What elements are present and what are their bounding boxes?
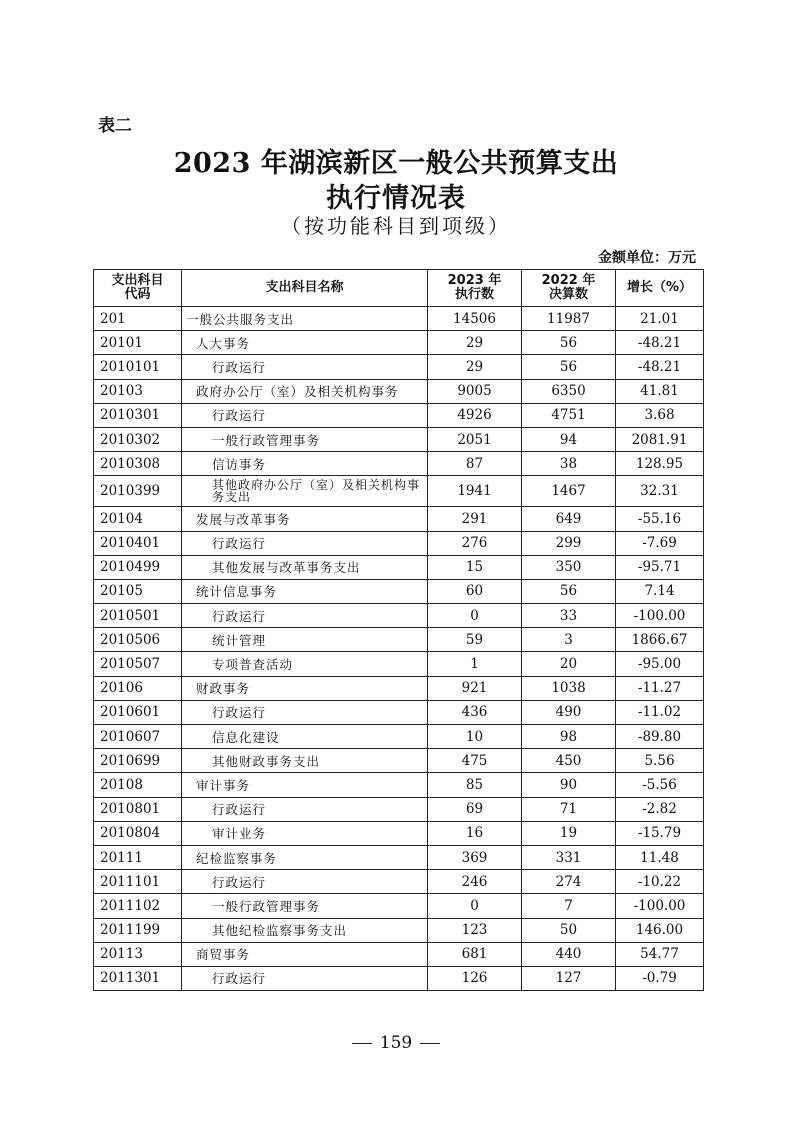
cell-name: 其他政府办公厅（室）及相关机构事务支出 — [182, 476, 428, 507]
table-row — [94, 531, 704, 555]
cell-name: 行政运行 — [182, 604, 428, 628]
header-name: 支出科目名称 — [182, 270, 428, 307]
page-title-line2: 执行情况表 — [326, 183, 466, 214]
cell-growth: -95.71 — [616, 555, 704, 579]
cell-code: 20101 — [94, 331, 182, 355]
cell-code: 20103 — [94, 379, 182, 403]
cell-growth: 3.68 — [616, 403, 704, 427]
cell-name: 审计事务 — [182, 773, 428, 797]
table-row — [94, 676, 704, 700]
cell-exec: 69 — [428, 797, 522, 821]
cell-final: 350 — [522, 555, 616, 579]
cell-code: 2010804 — [94, 821, 182, 845]
cell-code: 20111 — [94, 845, 182, 869]
header-code-line2: 代码 — [124, 287, 151, 302]
cell-final: 331 — [522, 845, 616, 869]
cell-final: 19 — [522, 821, 616, 845]
cell-growth: -0.79 — [616, 966, 704, 990]
table-row — [94, 749, 704, 773]
cell-growth: -7.69 — [616, 531, 704, 555]
cell-name: 专项普查活动 — [182, 652, 428, 676]
cell-name: 政府办公厅（室）及相关机构事务 — [182, 379, 428, 403]
cell-exec: 123 — [428, 918, 522, 942]
table-row — [94, 652, 704, 676]
table-row — [94, 870, 704, 894]
cell-growth: 32.31 — [616, 476, 704, 507]
cell-name: 发展与改革事务 — [182, 507, 428, 531]
cell-code: 20106 — [94, 676, 182, 700]
cell-final: 90 — [522, 773, 616, 797]
table-row — [94, 966, 704, 990]
cell-code: 2010101 — [94, 355, 182, 379]
table-row — [94, 894, 704, 918]
cell-growth: -89.80 — [616, 725, 704, 749]
cell-growth: -48.21 — [616, 331, 704, 355]
cell-growth: -100.00 — [616, 894, 704, 918]
header-code-line1: 支出科目 — [111, 273, 164, 288]
cell-code: 2011199 — [94, 918, 182, 942]
cell-exec: 681 — [428, 942, 522, 966]
cell-growth: -15.79 — [616, 821, 704, 845]
cell-final: 440 — [522, 942, 616, 966]
cell-code: 2010308 — [94, 452, 182, 476]
cell-exec: 59 — [428, 628, 522, 652]
table-row — [94, 452, 704, 476]
cell-final: 127 — [522, 966, 616, 990]
header-final — [522, 270, 616, 307]
cell-exec: 29 — [428, 331, 522, 355]
cell-name: 行政运行 — [182, 355, 428, 379]
cell-code: 2010401 — [94, 531, 182, 555]
amount-unit: 金额单位：万元 — [598, 250, 696, 266]
cell-code: 2010801 — [94, 797, 182, 821]
cell-final: 20 — [522, 652, 616, 676]
table-row — [94, 725, 704, 749]
cell-exec: 921 — [428, 676, 522, 700]
cell-growth: -48.21 — [616, 355, 704, 379]
cell-name: 其他财政事务支出 — [182, 749, 428, 773]
header-exec — [428, 270, 522, 307]
cell-exec: 29 — [428, 355, 522, 379]
cell-code: 2010399 — [94, 476, 182, 507]
cell-final: 6350 — [522, 379, 616, 403]
header-exec-line1: 2023 年 — [447, 273, 502, 288]
cell-code: 2010601 — [94, 700, 182, 724]
cell-name: 一般公共服务支出 — [182, 307, 428, 331]
cell-code: 2011101 — [94, 870, 182, 894]
cell-code: 2011301 — [94, 966, 182, 990]
cell-exec: 0 — [428, 894, 522, 918]
cell-growth: -55.16 — [616, 507, 704, 531]
cell-exec: 291 — [428, 507, 522, 531]
cell-growth: -5.56 — [616, 773, 704, 797]
table-row — [94, 579, 704, 603]
cell-exec: 15 — [428, 555, 522, 579]
cell-name: 财政事务 — [182, 676, 428, 700]
cell-exec: 4926 — [428, 403, 522, 427]
table-row — [94, 942, 704, 966]
table-row — [94, 821, 704, 845]
dash-right — [420, 1043, 440, 1044]
table-row — [94, 476, 704, 507]
dash-left — [352, 1043, 372, 1044]
cell-exec: 1 — [428, 652, 522, 676]
cell-final: 649 — [522, 507, 616, 531]
cell-name: 审计业务 — [182, 821, 428, 845]
cell-code: 2010302 — [94, 427, 182, 451]
page-number — [0, 1033, 792, 1053]
cell-exec: 87 — [428, 452, 522, 476]
cell-final: 56 — [522, 579, 616, 603]
cell-exec: 2051 — [428, 427, 522, 451]
cell-name: 一般行政管理事务 — [182, 427, 428, 451]
cell-code: 20113 — [94, 942, 182, 966]
cell-name: 行政运行 — [182, 870, 428, 894]
cell-final: 38 — [522, 452, 616, 476]
cell-code: 2010607 — [94, 725, 182, 749]
cell-final: 7 — [522, 894, 616, 918]
cell-growth: 128.95 — [616, 452, 704, 476]
cell-growth: 146.00 — [616, 918, 704, 942]
cell-name: 其他纪检监察事务支出 — [182, 918, 428, 942]
cell-code: 2010301 — [94, 403, 182, 427]
table-row — [94, 628, 704, 652]
cell-growth: -11.02 — [616, 700, 704, 724]
cell-final: 1038 — [522, 676, 616, 700]
cell-final: 33 — [522, 604, 616, 628]
cell-name: 商贸事务 — [182, 942, 428, 966]
cell-code: 2010699 — [94, 749, 182, 773]
table-row — [94, 507, 704, 531]
table-label: 表二 — [98, 116, 132, 136]
cell-exec: 10 — [428, 725, 522, 749]
cell-final: 56 — [522, 355, 616, 379]
table-body — [94, 307, 704, 991]
cell-exec: 85 — [428, 773, 522, 797]
table-row — [94, 403, 704, 427]
cell-exec: 60 — [428, 579, 522, 603]
cell-growth: -100.00 — [616, 604, 704, 628]
cell-final: 1467 — [522, 476, 616, 507]
cell-exec: 16 — [428, 821, 522, 845]
cell-final: 50 — [522, 918, 616, 942]
page-number-text: 159 — [379, 1033, 413, 1053]
cell-final: 56 — [522, 331, 616, 355]
cell-name: 一般行政管理事务 — [182, 894, 428, 918]
cell-code: 2010506 — [94, 628, 182, 652]
cell-growth: 7.14 — [616, 579, 704, 603]
table-row — [94, 700, 704, 724]
cell-exec: 369 — [428, 845, 522, 869]
cell-growth: 5.56 — [616, 749, 704, 773]
header-final-line2: 决算数 — [548, 287, 588, 302]
budget-table — [93, 269, 704, 991]
table-row — [94, 845, 704, 869]
cell-exec: 475 — [428, 749, 522, 773]
table-row — [94, 604, 704, 628]
cell-exec: 0 — [428, 604, 522, 628]
cell-final: 274 — [522, 870, 616, 894]
cell-final: 299 — [522, 531, 616, 555]
table-row — [94, 379, 704, 403]
cell-name: 其他发展与改革事务支出 — [182, 555, 428, 579]
header-final-line1: 2022 年 — [541, 273, 596, 288]
cell-code: 2010501 — [94, 604, 182, 628]
cell-final: 98 — [522, 725, 616, 749]
cell-code: 2010499 — [94, 555, 182, 579]
cell-exec: 1941 — [428, 476, 522, 507]
cell-code: 20108 — [94, 773, 182, 797]
header-code — [94, 270, 182, 307]
cell-final: 4751 — [522, 403, 616, 427]
cell-growth: -11.27 — [616, 676, 704, 700]
table-row — [94, 331, 704, 355]
cell-final: 71 — [522, 797, 616, 821]
cell-name: 行政运行 — [182, 797, 428, 821]
cell-name: 行政运行 — [182, 966, 428, 990]
page-subtitle: （按功能科目到项级） — [281, 214, 511, 238]
table-row — [94, 427, 704, 451]
cell-final: 450 — [522, 749, 616, 773]
cell-growth: 1866.67 — [616, 628, 704, 652]
header-growth: 增长（%） — [616, 270, 704, 307]
cell-final: 94 — [522, 427, 616, 451]
cell-final: 11987 — [522, 307, 616, 331]
cell-exec: 276 — [428, 531, 522, 555]
cell-exec: 126 — [428, 966, 522, 990]
cell-growth: -10.22 — [616, 870, 704, 894]
cell-name: 信息化建设 — [182, 725, 428, 749]
cell-exec: 14506 — [428, 307, 522, 331]
cell-final: 3 — [522, 628, 616, 652]
cell-code: 201 — [94, 307, 182, 331]
cell-growth: 11.48 — [616, 845, 704, 869]
table-row — [94, 918, 704, 942]
table-row — [94, 555, 704, 579]
cell-name: 行政运行 — [182, 403, 428, 427]
cell-growth: 21.01 — [616, 307, 704, 331]
cell-growth: -2.82 — [616, 797, 704, 821]
cell-final: 490 — [522, 700, 616, 724]
cell-name: 统计信息事务 — [182, 579, 428, 603]
table-row — [94, 797, 704, 821]
table-row — [94, 307, 704, 331]
cell-growth: 2081.91 — [616, 427, 704, 451]
cell-exec: 9005 — [428, 379, 522, 403]
cell-exec: 436 — [428, 700, 522, 724]
table-header-row — [94, 270, 704, 307]
cell-name: 统计管理 — [182, 628, 428, 652]
cell-name: 行政运行 — [182, 531, 428, 555]
cell-name: 人大事务 — [182, 331, 428, 355]
cell-name: 纪检监察事务 — [182, 845, 428, 869]
cell-growth: 41.81 — [616, 379, 704, 403]
header-exec-line2: 执行数 — [454, 287, 494, 302]
cell-code: 20105 — [94, 579, 182, 603]
cell-name: 行政运行 — [182, 700, 428, 724]
table-row — [94, 355, 704, 379]
table-row — [94, 773, 704, 797]
cell-growth: 54.77 — [616, 942, 704, 966]
cell-growth: -95.00 — [616, 652, 704, 676]
cell-name: 信访事务 — [182, 452, 428, 476]
cell-code: 2011102 — [94, 894, 182, 918]
cell-code: 20104 — [94, 507, 182, 531]
page-title: 2023 年湖滨新区一般公共预算支出 — [173, 148, 619, 179]
cell-code: 2010507 — [94, 652, 182, 676]
cell-exec: 246 — [428, 870, 522, 894]
